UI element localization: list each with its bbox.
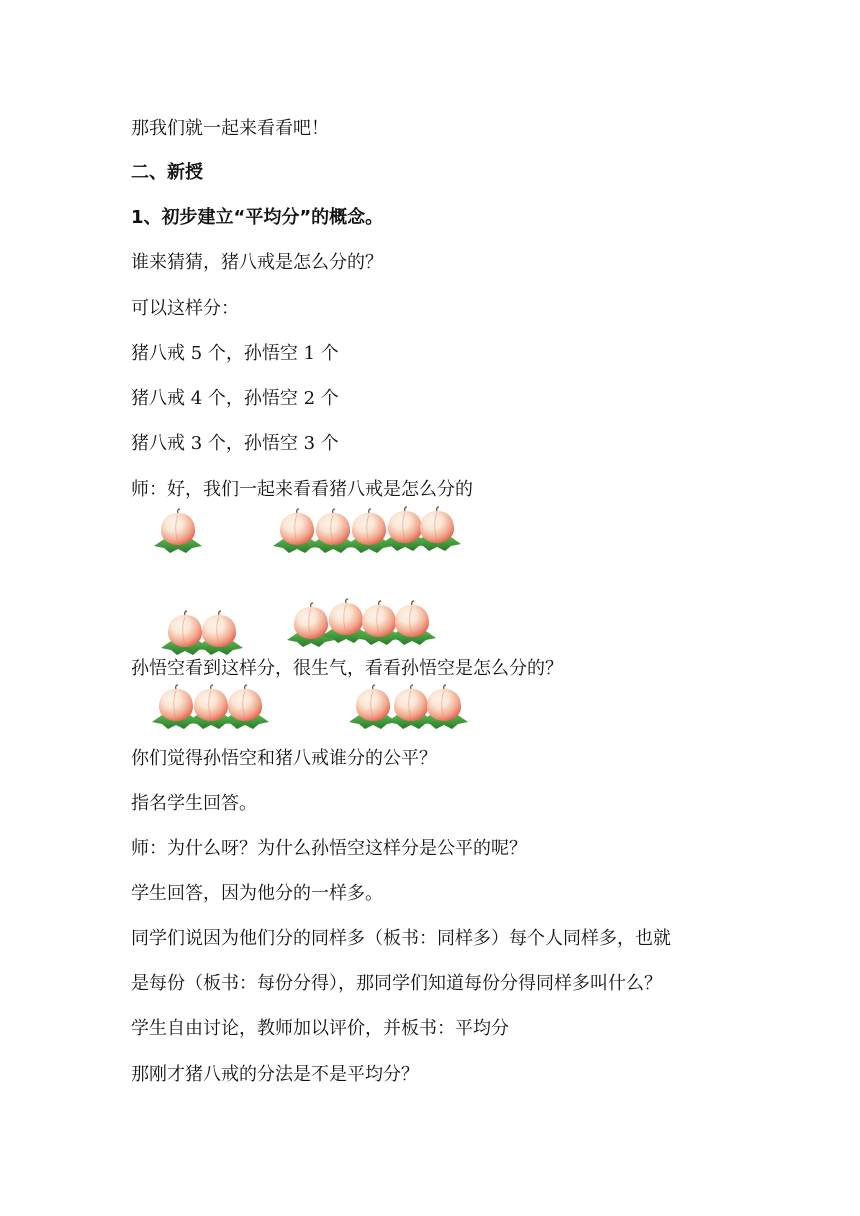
text-line: 你们觉得孙悟空和猪八戒谁分的公平？ [131,748,437,769]
text-line: 猪八戒 5 个，孙悟空 1 个 [131,343,339,364]
peach-image [416,684,472,730]
text-line: 猪八戒 4 个，孙悟空 2 个 [131,388,339,409]
peach-image [150,508,206,554]
text-line: 学生回答，因为他分的一样多。 [131,883,383,904]
text-line-intro: 那我们就一起来看看吧！ [131,118,329,139]
text-line: 学生自由讨论，教师加以评价，并板书：平均分 [131,1018,509,1039]
text-line: 孙悟空看到这样分，很生气，看看孙悟空是怎么分的？ [131,658,563,679]
text-line: 是每份（板书：每份分得），那同学们知道每份分得同样多叫什么？ [131,973,662,994]
text-line: 可以这样分： [131,298,239,319]
text-line: 谁来猜猜，猪八戒是怎么分的？ [131,252,383,273]
peach-image [384,600,440,646]
text-line: 猪八戒 3 个，孙悟空 3 个 [131,433,339,454]
subsection-heading: 1、初步建立“平均分”的概念。 [131,207,384,228]
text-line: 指名学生回答。 [131,793,257,814]
text-line: 师：为什么呀？为什么孙悟空这样分是公平的呢？ [131,838,527,859]
peach-image [409,506,465,552]
peach-image [191,610,247,656]
section-heading: 二、新授 [131,162,203,183]
peach-image [217,684,273,730]
text-line: 那刚才猪八戒的分法是不是平均分？ [131,1064,419,1085]
text-line: 师：好，我们一起来看看猪八戒是怎么分的 [131,479,473,500]
text-line: 同学们说因为他们分的同样多（板书：同样多）每个人同样多，也就 [131,928,671,949]
